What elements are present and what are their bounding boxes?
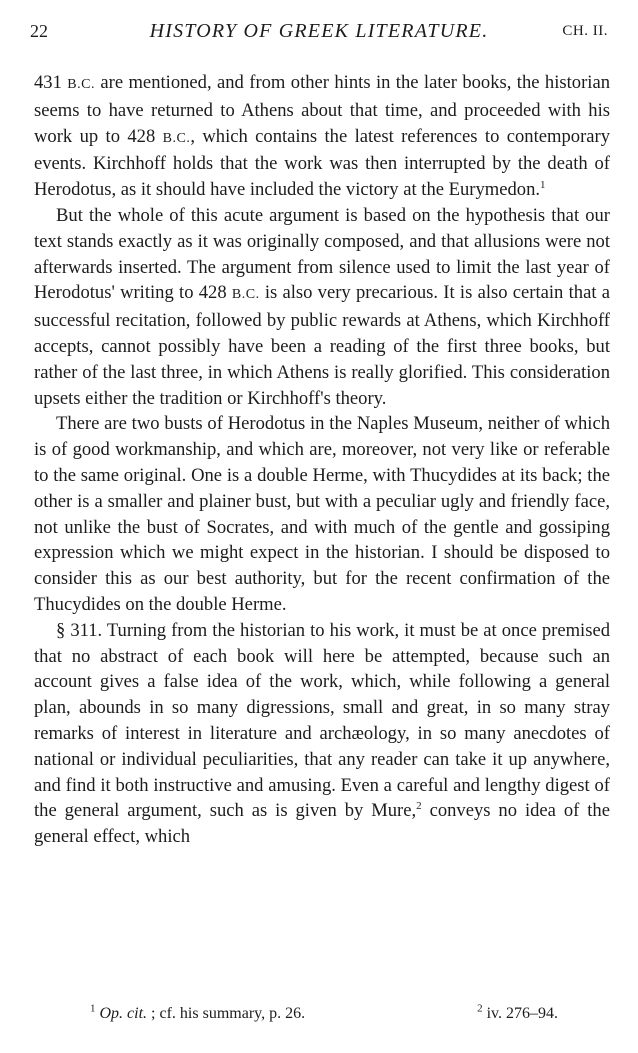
footnote-text: iv. 276–94. bbox=[486, 1005, 558, 1022]
paragraph-3 bbox=[34, 411, 610, 617]
text-span: But the whole of this acute argument is based on the hypothesis that our text stands exactly as it was originally composed, and that allusions were not afterwards inserted. The argument from silence used to limit the last year of Herodotus' writing to 428 bbox=[34, 204, 610, 304]
paragraph-4 bbox=[34, 618, 610, 850]
footnotes bbox=[90, 1003, 578, 1029]
text-span: conveys no idea of the general effect, which bbox=[34, 800, 610, 848]
small-caps: B.C. bbox=[162, 130, 191, 146]
footnote-ref-1: 1 bbox=[540, 179, 546, 191]
text-span: § 311. Turning from the historian to his work, it must be at once premised that no abstract of each book will here be attempted, because such an account gives a false idea of the work, which, while following a general plan, abounds in so many digressions, small and great, in so many stray remarks of interest in literature and archæology, in so many anecdotes of national or individual peculiarities, that any reader can take it up anywhere, and find it both instructive and amusing. Even a careful and lengthy digest of the general argument, such as is given by Mure, bbox=[34, 619, 610, 822]
text-span: is also very precarious. It is also certain that a successful recitation, followed by public rewards at Athens, which Kirchhoff accepts, cannot possibly have been a reading of the first three books, but rather of the last three, in which Athens is really glorified. This consideration upsets either the tradition or Kirchhoff's theory. bbox=[34, 282, 610, 409]
running-title: HISTORY OF GREEK LITERATURE. bbox=[149, 20, 489, 42]
footnote-2 bbox=[477, 1003, 558, 1025]
footnote-citation: Op. cit. bbox=[99, 1005, 148, 1022]
body-text bbox=[34, 70, 610, 850]
paragraph-1 bbox=[34, 70, 610, 203]
text-span: , which contains the latest references to contemporary events. Kirchhoff holds that the work was then interrupted by the death of Herodotus, as it should have included the victory at the Eurymedon. bbox=[34, 125, 610, 201]
footnote-1 bbox=[90, 1003, 305, 1025]
text-span: 431 bbox=[34, 72, 68, 93]
running-head bbox=[22, 14, 616, 48]
small-caps: B.C. bbox=[231, 287, 260, 303]
text-span: are mentioned, and from other hints in the later books, the historian seems to have returned to Athens about that time, and proceeded with his work up to 428 bbox=[34, 72, 610, 147]
page-number: 22 bbox=[30, 21, 48, 41]
footnote-marker: 1 bbox=[90, 1002, 96, 1015]
small-caps: B.C. bbox=[67, 77, 95, 92]
text-span: There are two busts of Herodotus in the Naples Museum, neither of which is of good workmanship, and which are, moreover, not very like or referable to the same original. One is a double Herme, with Thucydides at its back; the other is a smaller and plainer bust, but with a peculiar ugly and friendly face, not unlike the bust of Socrates, and with much of the gentle and gossiping expression which we might expect in the historian. I should be disposed to consider this as our best authority, but for the recent confirmation of the Thucydides on the double Herme. bbox=[34, 413, 610, 615]
footnote-marker: 2 bbox=[477, 1002, 483, 1015]
paragraph-2 bbox=[34, 203, 610, 411]
chapter-label: CH. II. bbox=[562, 23, 608, 39]
footnote-ref-2: 2 bbox=[416, 800, 422, 813]
footnote-text: ; cf. his summary, p. 26. bbox=[147, 1005, 306, 1022]
